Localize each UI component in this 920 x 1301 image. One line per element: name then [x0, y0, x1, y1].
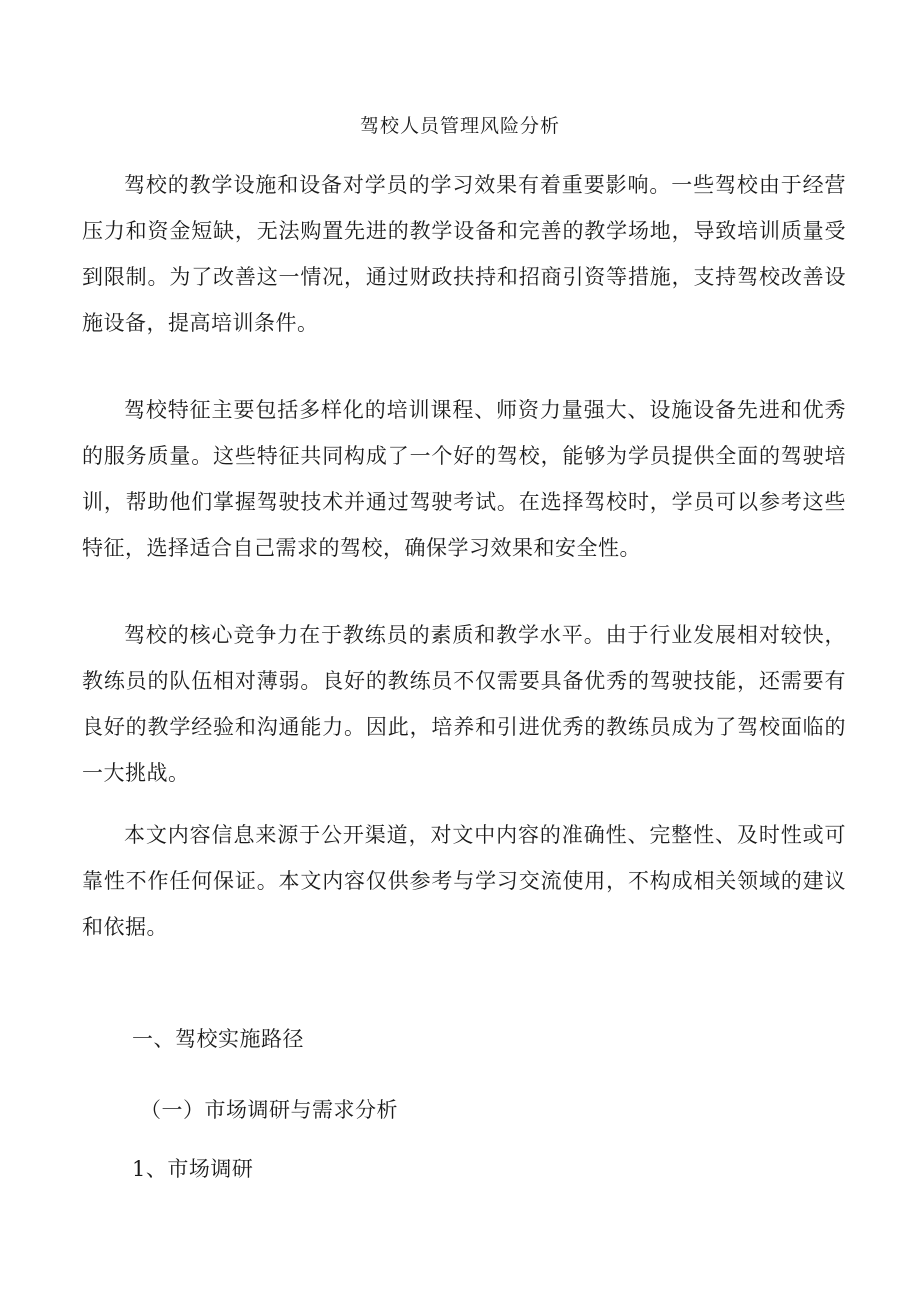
paragraph-disclaimer: 本文内容信息来源于公开渠道，对文中内容的准确性、完整性、及时性或可靠性不作任何保证。本文内容仅供参考与学习交流使用，不构成相关领域的建议和依据。	[82, 823, 846, 939]
subsection-heading: （一）市场调研与需求分析	[140, 1098, 398, 1122]
paragraph-coaches: 驾校的核心竞争力在于教练员的素质和教学水平。由于行业发展相对较快，教练员的队伍相对薄弱。良好的教练员不仅需要具备优秀的驾驶技能，还需要有良好的教学经验和沟通能力。因此，培养和引进优秀的教练员成为了驾校面临的一大挑战。	[82, 623, 846, 785]
document-title: 驾校人员管理风险分析	[359, 115, 560, 137]
paragraph-facilities: 驾校的教学设施和设备对学员的学习效果有着重要影响。一些驾校由于经营压力和资金短缺，无法购置先进的教学设备和完善的教学场地，导致培训质量受到限制。为了改善这一情况，通过财政扶持和招商引资等措施，支持驾校改善设施设备，提高培训条件。	[82, 173, 846, 335]
item-heading: 1、市场调研	[132, 1157, 254, 1181]
section-heading: 一、驾校实施路径	[132, 1027, 304, 1051]
paragraph-features: 驾校特征主要包括多样化的培训课程、师资力量强大、设施设备先进和优秀的服务质量。这些特征共同构成了一个好的驾校，能够为学员提供全面的驾驶培训，帮助他们掌握驾驶技术并通过驾驶考试。在选择驾校时，学员可以参考这些特征，选择适合自己需求的驾校，确保学习效果和安全性。	[82, 398, 846, 560]
